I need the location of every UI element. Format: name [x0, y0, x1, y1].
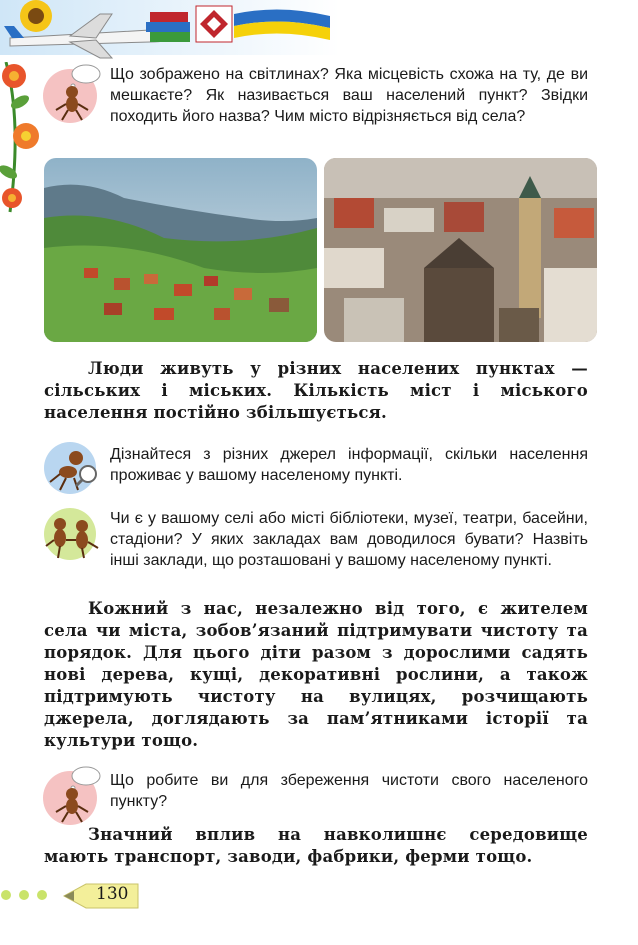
question-icon-2 [42, 766, 104, 826]
question-2-text: Що робите ви для збереження чистоти свого населеного пункту? [110, 772, 588, 810]
question-icon-1 [42, 64, 104, 124]
page-number: 130 [96, 884, 129, 904]
footer-dots [0, 888, 60, 902]
question-1-text: Що зображено на світлинах? Яка місцевість схожа на ту, де ви мешкаєте? Як називається ваш населений пункт? Звідки походить його назва? Чим місто відрізняється від села? [110, 66, 588, 125]
task-icon-2 [42, 506, 104, 562]
city-photo [324, 158, 597, 342]
task-1-text: Дізнайтеся з різних джерел інформації, скільки населення проживає у вашому населеному пункті. [110, 446, 588, 484]
embroidery-icon [196, 6, 232, 42]
village-photo [44, 158, 317, 342]
flower-decoration [0, 62, 44, 222]
books-icon [146, 12, 190, 42]
header-decoration [0, 0, 340, 62]
paragraph-1: Люди живуть у різних населених пунктах — сільських і міських. Кількість міст і міського населення постійно збільшується. [44, 359, 588, 422]
paragraph-2: Кожний з нас, незалежно від того, є жителем села чи міста, зобов’язаний підтримувати чистоту та порядок. Для цього діти разом з дорослими садять нові дерева, кущі, декоративні рослини, а також підтримують чистоту на вулицях, розчищають джерела, доглядають за пам’ятниками історії та культури тощо. [44, 599, 588, 750]
paragraph-3: Значний вплив на навколишнє середовище мають транспорт, заводи, фабрики, ферми тощо. [44, 825, 588, 866]
task-2-text: Чи є у вашому селі або місті бібліотеки, музеї, театри, басейни, стадіони? У яких закладах вам доводилося бувати? Назвіть інші заклади, що розташовані у вашому населеному пункті. [110, 510, 588, 569]
task-icon-1 [42, 440, 104, 496]
sunflower-icon [20, 0, 52, 32]
